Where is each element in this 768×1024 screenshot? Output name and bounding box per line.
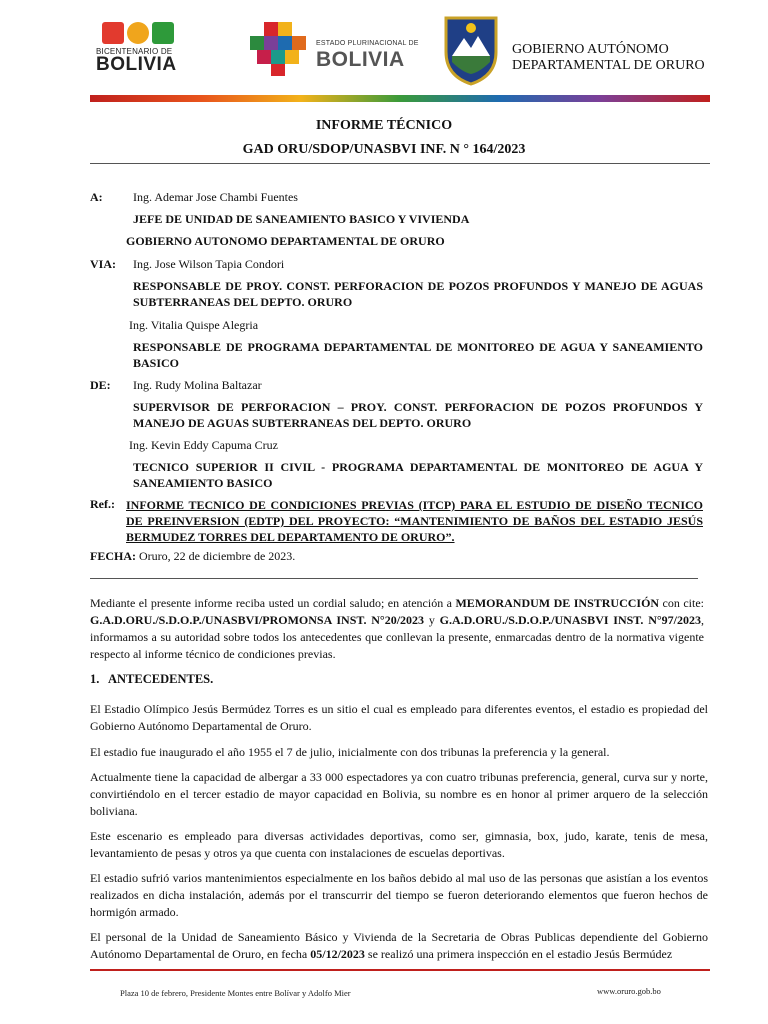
paragraph-3: Actualmente tiene la capacidad de albergar a 33 000 espectadores ya con cuatro tribunas preferencia, general, curva sur y norte, convirtiéndolo en el tercer estadio de mayor capacidad en Bolivia, su nombre es en honor al primer arquero de la selección boliviana. <box>90 770 708 818</box>
intro-text-1: Mediante el presente informe reciba usted un cordial saludo; en atención a <box>90 596 456 610</box>
intro-text-3: y <box>424 613 440 627</box>
section-1-number: 1. <box>90 672 100 686</box>
from-role-1: SUPERVISOR DE PERFORACION – PROY. CONST. PERFORACION DE POZOS PROFUNDOS Y MANEJO DE AGUAS SUBTERRANEAS DEL DEPTO. ORURO <box>133 400 703 430</box>
via-role-2: RESPONSABLE DE PROGRAMA DEPARTAMENTAL DE MONITOREO DE AGUA Y SANEAMIENTO BASICO <box>133 340 703 370</box>
report-number: GAD ORU/SDOP/UNASBVI INF. N ° 164/2023 <box>242 142 526 157</box>
date-value: Oruro, 22 de diciembre de 2023. <box>139 549 296 563</box>
footer-address: Plaza 10 de febrero, Presidente Montes entre Bolívar y Adolfo Mier <box>120 988 351 998</box>
gad-oruro-title <box>512 42 705 74</box>
bicentenario-text: BICENTENARIO DE <box>96 47 173 56</box>
intro-memorandum: MEMORANDUM DE INSTRUCCIÓN <box>455 596 660 610</box>
from-name-2: Ing. Kevin Eddy Capuma Cruz <box>129 438 278 452</box>
paragraph-4: Este escenario es empleado para diversas actividades deportivas, como ser, gimnasia, box, judo, karate, tenis de mesa, levantamiento de pesas y otros ya que cuenta con instalaciones de escuelas deportivas. <box>90 829 708 860</box>
bicentenario-emblem <box>102 22 186 44</box>
via-name-1: Ing. Jose Wilson Tapia Condori <box>133 257 285 271</box>
paragraph-2: El estadio fue inaugurado el año 1955 el 7 de julio, inicialmente con dos tribunas la preferencia y la general. <box>90 745 610 759</box>
ref-label: Ref.: <box>90 497 115 511</box>
gad-oruro-coat-of-arms <box>440 12 502 86</box>
paragraph-6-date: 05/12/2023 <box>310 947 365 961</box>
to-role: JEFE DE UNIDAD DE SANEAMIENTO BASICO Y VIVIENDA <box>133 212 470 226</box>
paragraph-6-text-1: El personal de la Unidad de Saneamiento Básico y Vivienda de la Secretaria de Obras Publicas dependiente del Gobierno Autónomo Departamental de Oruro, en fecha <box>90 930 708 961</box>
title-divider <box>90 163 710 164</box>
date-label: FECHA: <box>90 549 136 563</box>
to-name: Ing. Ademar Jose Chambi Fuentes <box>133 190 298 204</box>
intro-cite-2: G.A.D.ORU./S.D.O.P./UNASBVI INST. N°97/2023 <box>439 613 701 627</box>
intro-cite-1: G.A.D.ORU./S.D.O.P./UNASBVI/PROMONSA INST. N°20/2023 <box>90 613 425 627</box>
intro-paragraph <box>90 595 704 663</box>
paragraph-6-text-2: se realizó una primera inspección en el estadio Jesús Bermúdez <box>364 947 673 961</box>
section-1-title: ANTECEDENTES. <box>108 672 214 686</box>
report-title: INFORME TÉCNICO <box>315 118 453 133</box>
via-label: VIA: <box>90 257 116 271</box>
estado-plurinacional-country: BOLIVIA <box>316 48 405 71</box>
footer-divider <box>90 969 710 971</box>
footer-website[interactable]: www.oruro.gob.bo <box>597 986 661 996</box>
gad-title-line2: DEPARTAMENTAL DE ORURO <box>512 58 705 73</box>
to-organization: GOBIERNO AUTONOMO DEPARTAMENTAL DE ORURO <box>126 234 445 248</box>
bicentenario-logo <box>96 22 186 84</box>
from-label: DE: <box>90 378 111 392</box>
from-name-1: Ing. Rudy Molina Baltazar <box>133 378 262 392</box>
via-role-1: RESPONSABLE DE PROY. CONST. PERFORACION DE POZOS PROFUNDOS Y MANEJO DE AGUAS SUBTERRANEAS DEL DEPTO. ORURO <box>133 279 703 309</box>
estado-plurinacional-emblem <box>246 18 310 80</box>
paragraph-6 <box>90 929 708 963</box>
estado-plurinacional-text: ESTADO PLURINACIONAL DE <box>316 40 419 47</box>
date-line <box>90 549 295 564</box>
paragraph-1: El Estadio Olímpico Jesús Bermúdez Torres es un sitio el cual es empleado para diferentes eventos, el estadio es propiedad del Gobierno Autónomo Departamental de Oruro. <box>90 702 708 733</box>
to-label: A: <box>90 190 103 204</box>
via-name-2: Ing. Vitalia Quispe Alegria <box>129 318 259 332</box>
estado-plurinacional-logo <box>246 18 419 80</box>
from-role-2: TECNICO SUPERIOR II CIVIL - PROGRAMA DEPARTAMENTAL DE MONITOREO DE AGUA Y SANEAMIENTO BASICO <box>133 460 703 490</box>
bicentenario-country: BOLIVIA <box>96 54 177 75</box>
header-divider <box>90 578 698 579</box>
paragraph-5: El estadio sufrió varios mantenimientos especialmente en los baños debido al mal uso de las personas que asistían a los eventos realizados en dicha instalación, además por el transcurrir del tiempo se fueron deteriorando elementos que fueron hechos de hormigón armado. <box>90 871 708 919</box>
intro-text-4: , informamos a su autoridad sobre todos los antecedentes que conllevan la presente, enmarcadas dentro de la normativa vigente respecto al informe técnico de condiciones previas. <box>90 613 704 661</box>
gad-title-line1: GOBIERNO AUTÓNOMO <box>512 42 669 57</box>
intro-text-2: con cite: <box>659 596 705 610</box>
header-color-band <box>90 95 710 102</box>
ref-text: INFORME TECNICO DE CONDICIONES PREVIAS (ITCP) PARA EL ESTUDIO DE DISEÑO TECNICO DE PREINVERSION (EDTP) DEL PROYECTO: “MANTENIMIENTO DE BAÑOS DEL ESTADIO JESÚS BERMUDEZ TORRES DEL DEPARTAMENTO DE ORURO”. <box>126 498 703 544</box>
